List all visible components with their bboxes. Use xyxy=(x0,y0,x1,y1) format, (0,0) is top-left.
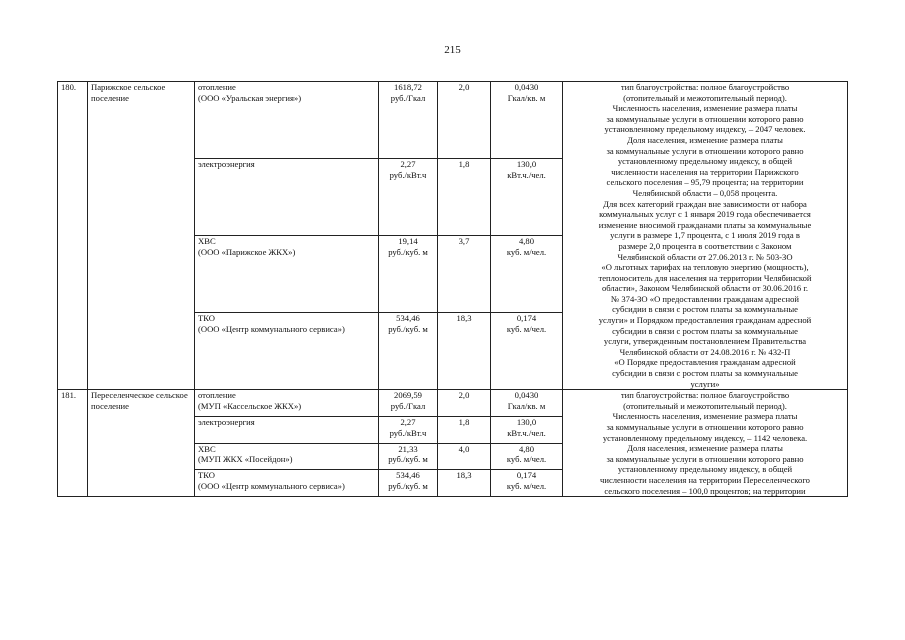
description-line: Челябинской области от 24.08.2016 г. № 432-П xyxy=(619,346,791,357)
description-line: теплоноситель для населения на территории Челябинской xyxy=(598,272,812,283)
description-line: Челябинской области – 0,058 процента. xyxy=(632,187,778,198)
index-value: 1,8 xyxy=(438,159,491,236)
norm-cell xyxy=(491,313,563,390)
service-provider: (МУП «Кассельское ЖКХ») xyxy=(198,400,302,411)
description-line: установленному предельному индексу, в общей xyxy=(617,464,793,475)
tariff-value: 534,46 xyxy=(396,470,420,481)
description-line: тип благоустройства: полное благоустройство xyxy=(620,82,790,92)
index-value: 18,3 xyxy=(438,470,491,497)
norm-value: 130,0 xyxy=(516,416,537,427)
service-name: ХВС xyxy=(198,443,216,454)
row-number: 180. xyxy=(58,82,88,390)
tariff-value: 2069,59 xyxy=(394,390,422,401)
description-line: за коммунальные услуги в отношении которого равно xyxy=(606,145,804,156)
description-line: (отопительный и межотопительный период). xyxy=(623,92,787,103)
tariff-unit: руб./куб. м xyxy=(388,481,428,492)
description-line: услуги в размере 1,7 процента, с 1 июля 2019 года в xyxy=(610,230,800,241)
table-row xyxy=(58,390,848,417)
service-name: ТКО xyxy=(198,470,215,481)
description-line: субсидии в связи с ростом платы за коммунальные xyxy=(612,368,798,379)
norm-unit: куб. м/чел. xyxy=(506,323,547,334)
description-line: субсидии в связи с ростом платы за коммунальные xyxy=(612,304,798,315)
service-provider: (МУП ЖКХ «Посейдон») xyxy=(198,454,293,465)
description-line: установленному предельному индексу, – 1142 человека. xyxy=(602,432,808,443)
page-number: 215 xyxy=(444,44,461,56)
description-cell xyxy=(563,390,848,497)
description-line: за коммунальные услуги в отношении которого равно xyxy=(606,113,804,124)
description-line: субсидии в связи с ростом платы за коммунальные xyxy=(612,325,798,336)
tariff-cell xyxy=(379,313,438,390)
norm-unit: Гкал/кв. м xyxy=(507,92,546,103)
description-line: услуги» и Порядком предоставления гражданам адресной xyxy=(598,315,812,326)
norm-unit: куб. м/чел. xyxy=(506,454,547,465)
description-line: размере 2,0 процента в соответствии с Законом xyxy=(618,240,792,251)
description-line: Численность населения, изменение размера платы xyxy=(612,103,798,114)
description-line: Численность населения, изменение размера платы xyxy=(612,411,798,422)
table-row xyxy=(58,82,848,159)
norm-unit: куб. м/чел. xyxy=(506,481,547,492)
description-line: численности населения на территории Парижского xyxy=(611,166,799,177)
service-cell xyxy=(195,82,379,159)
service-provider: (ООО «Центр коммунального сервиса») xyxy=(198,323,345,334)
tariff-value: 19,14 xyxy=(398,236,418,247)
description-line: установленному предельному индексу, в общей xyxy=(617,156,793,167)
norm-cell xyxy=(491,236,563,313)
tariff-cell xyxy=(379,390,438,417)
service-cell xyxy=(195,236,379,313)
tariff-unit: руб./кВт.ч xyxy=(389,427,427,438)
description-line: услуги» xyxy=(690,378,720,389)
index-value: 1,8 xyxy=(438,416,491,443)
norm-cell xyxy=(491,416,563,443)
description-line: области», Законом Челябинской области от 30.06.2016 г. xyxy=(601,283,809,294)
description-line: тип благоустройства: полное благоустройство xyxy=(620,390,790,401)
index-value: 2,0 xyxy=(438,82,491,159)
tariff-cell xyxy=(379,159,438,236)
tariff-cell xyxy=(379,416,438,443)
description-line: Доля населения, изменение размера платы xyxy=(627,134,783,145)
index-value: 2,0 xyxy=(438,390,491,417)
norm-unit: кВт.ч./чел. xyxy=(507,427,546,438)
service-name: ХВС xyxy=(198,236,216,247)
description-line: численности населения на территории Переселенческого xyxy=(600,474,810,485)
tariff-unit: руб./куб. м xyxy=(388,454,428,465)
tariff-cell xyxy=(379,470,438,497)
service-cell xyxy=(195,390,379,417)
settlement-name: Переселенческое сельское поселение xyxy=(88,390,195,497)
norm-value: 0,0430 xyxy=(514,82,539,92)
description-cell xyxy=(563,82,848,390)
norm-unit: куб. м/чел. xyxy=(506,246,547,257)
description-line: изменение вносимой гражданами платы за коммунальные xyxy=(598,219,812,230)
tariff-cell xyxy=(379,82,438,159)
service-name: отопление xyxy=(198,82,236,92)
tariff-unit: руб./Гкал xyxy=(390,92,426,103)
tariff-cell xyxy=(379,236,438,313)
tariff-cell xyxy=(379,443,438,470)
norm-cell xyxy=(491,82,563,159)
norm-value: 130,0 xyxy=(516,159,537,170)
norm-value: 0,174 xyxy=(516,470,537,481)
settlement-name: Парижское сельское поселение xyxy=(88,82,195,390)
norm-value: 0,0430 xyxy=(514,390,539,401)
service-name: ТКО xyxy=(198,313,215,324)
tariff-unit: руб./Гкал xyxy=(390,400,426,411)
service-provider: (ООО «Центр коммунального сервиса») xyxy=(198,481,345,492)
index-value: 3,7 xyxy=(438,236,491,313)
service-cell xyxy=(195,416,379,443)
norm-cell xyxy=(491,390,563,417)
norm-value: 0,174 xyxy=(516,313,537,324)
description-line: услуги, утвержденным постановлением Правительства xyxy=(603,336,807,347)
service-provider: (ООО «Парижское ЖКХ») xyxy=(198,246,296,257)
tariff-value: 21,33 xyxy=(398,443,418,454)
description-line: Челябинской области от 27.06.2013 г. № 503-ЗО xyxy=(617,251,793,262)
norm-cell xyxy=(491,159,563,236)
tariff-unit: руб./кВт.ч xyxy=(389,169,427,180)
description-line: за коммунальные услуги в отношении которого равно xyxy=(606,453,804,464)
norm-unit: Гкал/кв. м xyxy=(507,400,546,411)
service-provider: (ООО «Уральская энергия») xyxy=(198,92,302,103)
tariff-table xyxy=(57,81,848,497)
description-line: сельского поселения – 100,0 процентов; на территории xyxy=(604,485,806,496)
service-cell xyxy=(195,159,379,236)
description-line: за коммунальные услуги в отношении которого равно xyxy=(606,422,804,432)
norm-cell xyxy=(491,470,563,497)
norm-value: 4,80 xyxy=(518,443,535,454)
description-line: «О Порядке предоставления гражданам адресной xyxy=(614,357,796,368)
norm-cell xyxy=(491,443,563,470)
description-line: (отопительный и межотопительный период). xyxy=(623,400,787,411)
description-line: коммунальных услуг с 1 января 2019 года обеспечивается xyxy=(599,209,811,220)
tariff-unit: руб./куб. м xyxy=(388,246,428,257)
description-line: Для всех категорий граждан вне зависимости от набора xyxy=(603,198,807,209)
norm-unit: кВт.ч./чел. xyxy=(507,169,546,180)
row-number: 181. xyxy=(58,390,88,497)
tariff-value: 2,27 xyxy=(400,416,416,427)
tariff-value: 1618,72 xyxy=(394,82,422,92)
service-cell xyxy=(195,313,379,390)
index-value: 18,3 xyxy=(438,313,491,390)
service-cell xyxy=(195,470,379,497)
service-name: электроэнергия xyxy=(198,159,255,170)
tariff-value: 2,27 xyxy=(400,159,416,170)
description-line: № 374-ЗО «О предоставлении гражданам адресной xyxy=(611,293,799,304)
description-line: сельского поселения – 95,79 процента; на территории xyxy=(606,177,804,188)
norm-value: 4,80 xyxy=(518,236,535,247)
tariff-unit: руб./куб. м xyxy=(388,323,428,334)
service-name: отопление xyxy=(198,390,236,401)
description-line: Доля населения, изменение размера платы xyxy=(627,443,783,454)
service-cell xyxy=(195,443,379,470)
description-line: «О льготных тарифах на тепловую энергию (мощность), xyxy=(601,262,809,273)
description-line: установленному предельному индексу, – 2047 человек. xyxy=(604,124,806,135)
index-value: 4,0 xyxy=(438,443,491,470)
tariff-value: 534,46 xyxy=(396,313,420,324)
service-name: электроэнергия xyxy=(198,416,255,427)
